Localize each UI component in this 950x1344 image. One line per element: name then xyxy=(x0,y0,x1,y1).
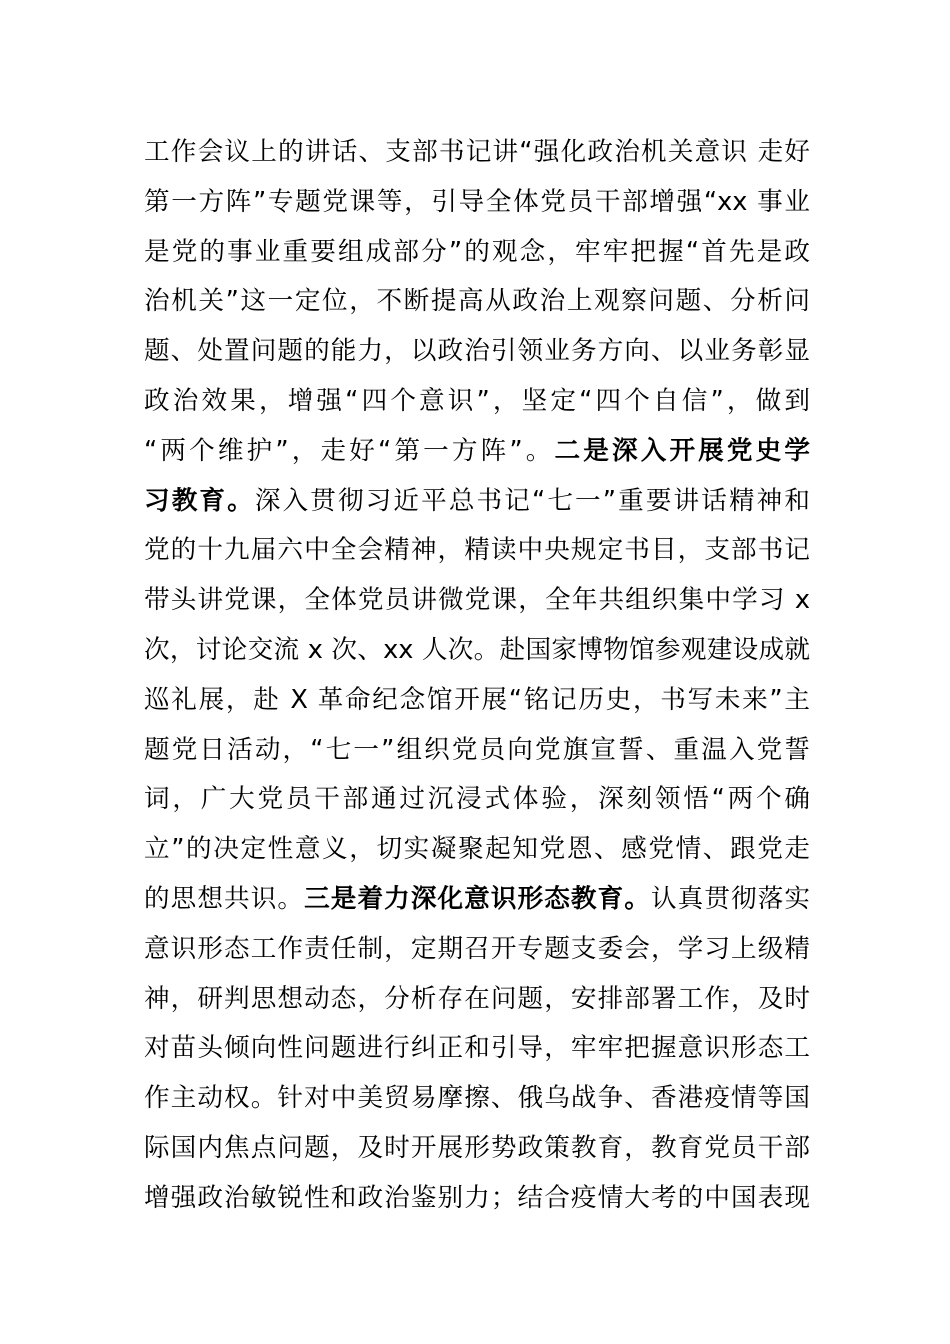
body-text: 题、处置问题的能力，以政治引领业务方向、以业务彰显 xyxy=(144,336,810,367)
text-line xyxy=(144,327,810,377)
body-text: 巡礼展，赴 X 革命纪念馆开展“铭记历史，书写未来”主 xyxy=(144,684,810,715)
bold-heading-text: 二是深入开展党史学 xyxy=(554,435,810,466)
text-line xyxy=(144,178,810,228)
text-line xyxy=(144,576,810,626)
body-text: 认真贯彻落实 xyxy=(650,883,810,914)
text-line xyxy=(144,228,810,278)
text-line xyxy=(144,726,810,776)
body-text: 党的十九届六中全会精神，精读中央规定书目，支部书记 xyxy=(144,535,810,566)
bold-heading-text: 三是着力深化意识形态教育。 xyxy=(304,883,651,914)
body-text: 政治效果，增强“四个意识”，坚定“四个自信”，做到 xyxy=(144,385,810,416)
text-line xyxy=(144,626,810,676)
text-line xyxy=(144,526,810,576)
text-line xyxy=(144,1024,810,1074)
text-line xyxy=(144,1074,810,1124)
text-line xyxy=(144,427,810,477)
text-line xyxy=(144,377,810,427)
body-text: 次，讨论交流 x 次、xx 人次。赴国家博物馆参观建设成就 xyxy=(144,634,810,665)
body-text: 工作会议上的讲话、支部书记讲“强化政治机关意识 走好 xyxy=(144,137,810,167)
body-text: 第一方阵”专题党课等，引导全体党员干部增强“xx 事业 xyxy=(144,186,810,217)
body-text: 词，广大党员干部通过沉浸式体验，深刻领悟“两个确 xyxy=(144,784,810,815)
body-text: 增强政治敏锐性和政治鉴别力；结合疫情大考的中国表现 xyxy=(144,1182,810,1213)
body-text: 带头讲党课，全体党员讲微党课，全年共组织集中学习 x xyxy=(144,585,810,616)
body-text: 对苗头倾向性问题进行纠正和引导，牢牢把握意识形态工 xyxy=(144,1033,810,1064)
body-text: “两个维护”，走好“第一方阵”。 xyxy=(144,435,555,466)
text-line xyxy=(144,975,810,1025)
text-line xyxy=(144,925,810,975)
body-text: 际国内焦点问题，及时开展形势政策教育，教育党员干部 xyxy=(144,1132,810,1163)
body-text: 作主动权。针对中美贸易摩擦、俄乌战争、香港疫情等国 xyxy=(144,1083,810,1114)
text-line xyxy=(144,128,810,178)
body-text: 治机关”这一定位，不断提高从政治上观察问题、分析问 xyxy=(144,286,810,317)
text-line xyxy=(144,1124,810,1174)
body-text: 立”的决定性意义，切实凝聚起知党恩、感党情、跟党走 xyxy=(144,834,810,865)
body-text: 题党日活动，“七一”组织党员向党旗宣誓、重温入党誓 xyxy=(144,734,810,765)
text-line xyxy=(144,477,810,527)
body-text: 神，研判思想动态，分析存在问题，安排部署工作，及时 xyxy=(144,983,810,1014)
body-paragraph xyxy=(144,128,810,1224)
body-text: 深入贯彻习近平总书记“七一”重要讲话精神和 xyxy=(254,485,810,516)
text-line xyxy=(144,277,810,327)
text-line xyxy=(144,875,810,925)
body-text: 是党的事业重要组成部分”的观念，牢牢把握“首先是政 xyxy=(144,236,810,267)
body-text: 的思想共识。 xyxy=(144,883,305,914)
text-line xyxy=(144,1174,810,1224)
text-line xyxy=(144,676,810,726)
text-line xyxy=(144,775,810,825)
bold-heading-text: 习教育。 xyxy=(144,485,255,516)
text-line xyxy=(144,825,810,875)
body-text: 意识形态工作责任制，定期召开专题支委会，学习上级精 xyxy=(144,933,810,964)
